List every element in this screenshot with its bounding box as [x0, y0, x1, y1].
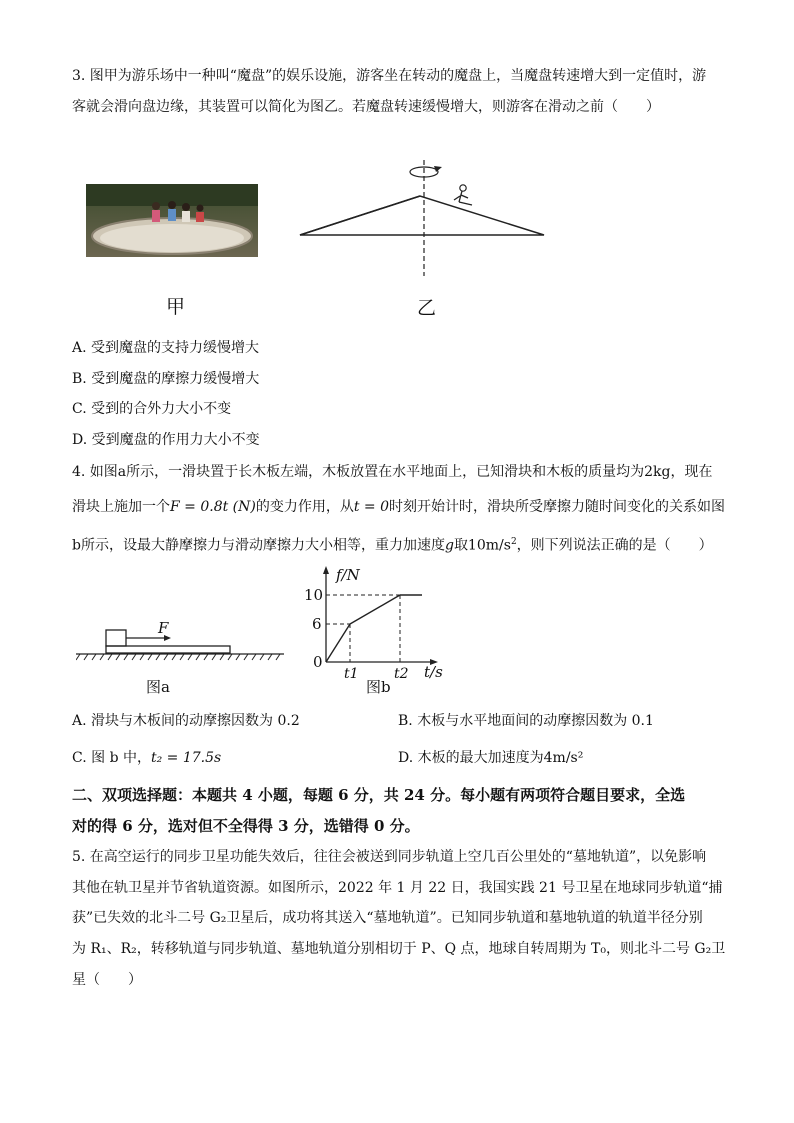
q3-option-c[interactable]: C. 受到的合外力大小不变	[72, 401, 232, 417]
q3-text-line2: 客就会滑向盘边缘，其装置可以简化为图乙。若魔盘转速缓慢增大，则游客在滑动之前（ ）	[72, 99, 660, 115]
figure-b-caption: 图b	[366, 678, 391, 696]
q4-option-c-formula: t₂ = 17.5s	[150, 750, 222, 766]
q4-force-formula: F = 0.8t (N)	[170, 499, 256, 515]
q4-line3-post: ，则下列说法正确的是（ ）	[516, 537, 713, 554]
figure-yi-caption: 乙	[417, 297, 437, 319]
q5-text-line2: 其他在轨卫星并节省轨道资源。如图所示，2022 年 1 月 22 日，我国实践 21 号卫星在地球同步轨道“捕	[72, 880, 723, 896]
section2-heading-line1: 二、双项选择题：本题共 4 小题，每题 6 分，共 24 分。每小题有两项符合题目要求，全选	[72, 786, 686, 804]
q4-text-line3	[72, 532, 713, 556]
magic-disc-diagram	[296, 158, 548, 278]
q4-line2-post: 时刻开始计时，滑块所受摩擦力随时间变化的关系如图	[389, 499, 726, 515]
magic-disc-photo	[86, 184, 258, 257]
q4-text-line1: 4. 如图a所示，一滑块置于长木板左端，木板放置在水平地面上，已知滑块和木板的质量均为2kg，现在	[72, 464, 713, 480]
q4-option-d[interactable]	[398, 748, 583, 768]
graph-y-tick-10: 10	[304, 586, 324, 604]
q4-line3-sup: 2	[510, 537, 517, 547]
q4-line3-mid: 取10m/s	[453, 537, 511, 554]
graph-y-tick-6: 6	[312, 615, 322, 633]
q4-option-b[interactable]: B. 木板与水平地面间的动摩擦因数为 0.1	[398, 713, 654, 729]
q4-gravity-symbol: g	[444, 537, 454, 554]
graph-x-tick-t1: t1	[344, 666, 359, 682]
graph-y-axis-label: f/N	[336, 566, 360, 584]
q3-option-d[interactable]: D. 受到魔盘的作用力大小不变	[72, 432, 260, 448]
block-board-diagram	[76, 618, 286, 662]
q5-text-line1: 5. 在高空运行的同步卫星功能失效后，往往会被送到同步轨道上空几百公里处的“墓地轨道”，以免影响	[72, 849, 707, 865]
graph-x-tick-t2: t2	[394, 666, 409, 682]
figure-a-caption: 图a	[146, 678, 170, 696]
graph-x-axis-label: t/s	[424, 663, 443, 681]
q4-text-line2	[72, 497, 725, 517]
q4-option-c[interactable]	[72, 748, 221, 768]
graph-y-tick-0: 0	[313, 653, 323, 671]
figure-jia-caption: 甲	[166, 296, 186, 318]
q4-option-c-text: C. 图 b 中，	[72, 750, 151, 766]
q5-text-line5: 星（ ）	[72, 972, 142, 988]
force-label-f: F	[158, 619, 169, 637]
q3-option-a[interactable]: A. 受到魔盘的支持力缓慢增大	[72, 340, 260, 356]
q4-line3-pre: b所示，设最大静摩擦力与滑动摩擦力大小相等，重力加速度	[72, 537, 445, 554]
q5-text-line3: 获”已失效的北斗二号 G₂卫星后，成功将其送入“墓地轨道”。已知同步轨道和墓地轨道的轨道半径分别	[72, 910, 703, 926]
section2-heading-line2: 对的得 6 分，选对但不全得得 3 分，选错得 0 分。	[72, 817, 420, 835]
q3-text-line1: 3. 图甲为游乐场中一种叫“魔盘”的娱乐设施，游客坐在转动的魔盘上，当魔盘转速增大到一定值时，游	[72, 68, 707, 84]
q4-option-d-formula: 4m/s²	[543, 750, 584, 766]
q3-option-b[interactable]: B. 受到魔盘的摩擦力缓慢增大	[72, 371, 260, 387]
q4-option-a[interactable]: A. 滑块与木板间的动摩擦因数为 0.2	[72, 713, 300, 729]
q4-line2-mid: 的变力作用，从	[255, 499, 354, 515]
q4-t0-formula: t = 0	[353, 499, 390, 515]
q4-line2-pre: 滑块上施加一个	[72, 499, 170, 515]
q5-text-line4: 为 R₁、R₂，转移轨道与同步轨道、墓地轨道分别相切于 P、Q 点，地球自转周期为 T₀，则北斗二号 G₂卫	[72, 941, 726, 957]
q4-option-d-text: D. 木板的最大加速度为	[398, 750, 544, 766]
